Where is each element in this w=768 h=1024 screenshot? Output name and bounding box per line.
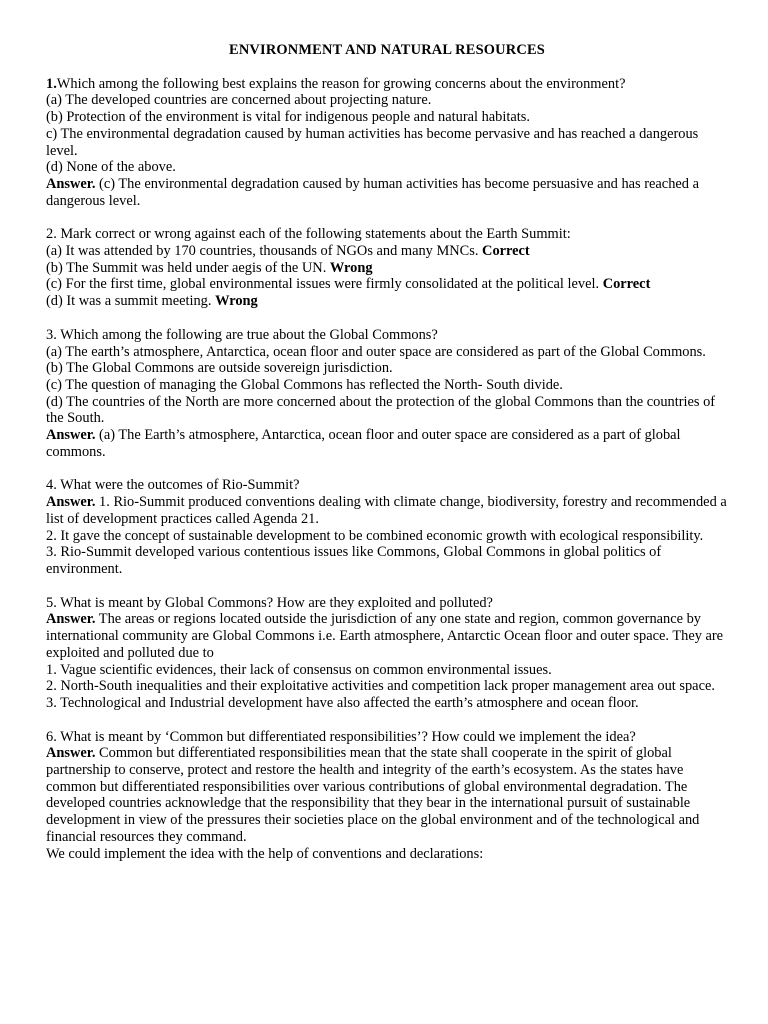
q3-answer-label: Answer. [46,427,96,444]
q3-option-b: (b) The Global Commons are outside sovereign jurisdiction. [46,360,393,377]
q1-option-d: (d) None of the above. [46,159,176,176]
q1-question-line [46,76,728,93]
q5-question: 5. What is meant by Global Commons? How are they exploited and polluted? [46,594,493,611]
q1-question: Which among the following best explains the reason for growing concerns about the environment? [56,75,626,92]
q4-answer-label: Answer. [46,494,96,511]
question-3 [46,327,728,461]
q2-item-a [46,243,728,260]
q2-item-b-text: (b) The Summit was held under aegis of the UN. [46,259,330,276]
q1-number: 1. [46,75,57,92]
q3-option-d: (d) The countries of the North are more concerned about the protection of the global Commons than the countries of the South. [46,393,716,427]
q1-answer-text: (c) The environmental degradation caused by human activities has become persuasive and has reached a dangerous level. [46,175,699,209]
document-title: ENVIRONMENT AND NATURAL RESOURCES [229,42,545,58]
q2-question: 2. Mark correct or wrong against each of the following statements about the Earth Summit: [46,226,571,243]
q2-item-d [46,293,728,310]
q3-option-a: (a) The earth’s atmosphere, Antarctica, ocean floor and outer space are considered as part of the Global Commons. [46,343,706,360]
q1-option-b: (b) Protection of the environment is vital for indigenous people and natural habitats. [46,109,530,126]
q2-item-b-verdict: Wrong [329,259,373,276]
q3-question: 3. Which among the following are true about the Global Commons? [46,326,438,343]
q5-answer [46,611,728,661]
q4-question: 4. What were the outcomes of Rio-Summit? [46,477,300,494]
q5-point-3: 3. Technological and Industrial development have also affected the earth’s atmosphere and ocean floor. [46,694,639,711]
q4-point-3: 3. Rio-Summit developed various contentious issues like Commons, Global Commons in global politics of environment. [46,544,662,577]
q2-item-a-verdict: Correct [482,243,530,260]
q3-answer-text: (a) The Earth’s atmosphere, Antarctica, ocean floor and outer space are considered as a part of global commons. [46,427,681,460]
q6-answer-label: Answer. [46,745,96,762]
q6-implementation-line: We could implement the idea with the help of conventions and declarations: [46,845,484,862]
q5-answer-text: The areas or regions located outside the jurisdiction of any one state and region, common governance by international community are Global Commons i.e. Earth atmosphere, Antarctic Ocean floor and outer space. They are exploited and polluted due to [46,611,724,661]
q2-item-d-verdict: Wrong [215,293,258,310]
q5-point-1: 1. Vague scientific evidences, their lack of consensus on common environmental issues. [46,661,552,678]
q3-answer [46,427,728,460]
question-5 [46,595,728,712]
question-2 [46,226,728,310]
q2-item-d-text: (d) It was a summit meeting. [46,293,216,310]
q1-option-a: (a) The developed countries are concerned about projecting nature. [46,92,432,109]
q5-point-2: 2. North-South inequalities and their exploitative activities and competition lack proper management area out space. [46,678,715,695]
q2-item-b [46,260,728,277]
q1-answer-label: Answer. [46,175,96,192]
q6-answer [46,745,728,845]
q2-item-a-text: (a) It was attended by 170 countries, thousands of NGOs and many MNCs. [46,243,483,260]
question-4 [46,477,728,577]
q6-answer-text: Common but differentiated responsibilities mean that the state shall cooperate in the spirit of global partnership to conserve, protect and restore the health and integrity of the earth’s ecosystem. As the states have common but differentiated responsibilities over various contributions of global environmental degradation. The developed countries acknowledge that the responsibility that they bear in the international pursuit of sustainable development in view of the pressures their societies place on the global environment and of the technological and financial resources they command. [46,745,700,845]
q2-item-c-verdict: Correct [602,276,651,293]
question-1 [46,76,728,210]
q1-answer [46,176,728,209]
q6-question: 6. What is meant by ‘Common but differentiated responsibilities’? How could we implement the idea? [46,728,636,745]
q4-answer [46,494,728,527]
q4-point-2: 2. It gave the concept of sustainable development to be combined economic growth with ecological responsibility. [46,527,704,544]
q1-option-c: c) The environmental degradation caused by human activities has become pervasive and has reached a dangerous level. [46,125,699,159]
q4-answer-text: 1. Rio-Summit produced conventions dealing with climate change, biodiversity, forestry and recommended a list of development practices called Agenda 21. [46,494,727,527]
q3-option-c: (c) The question of managing the Global Commons has reflected the North- South divide. [46,376,563,393]
q2-item-c-text: (c) For the first time, global environmental issues were firmly consolidated at the political level. [46,276,603,293]
q2-item-c [46,276,728,293]
q5-answer-label: Answer. [46,611,96,628]
question-6 [46,729,728,863]
